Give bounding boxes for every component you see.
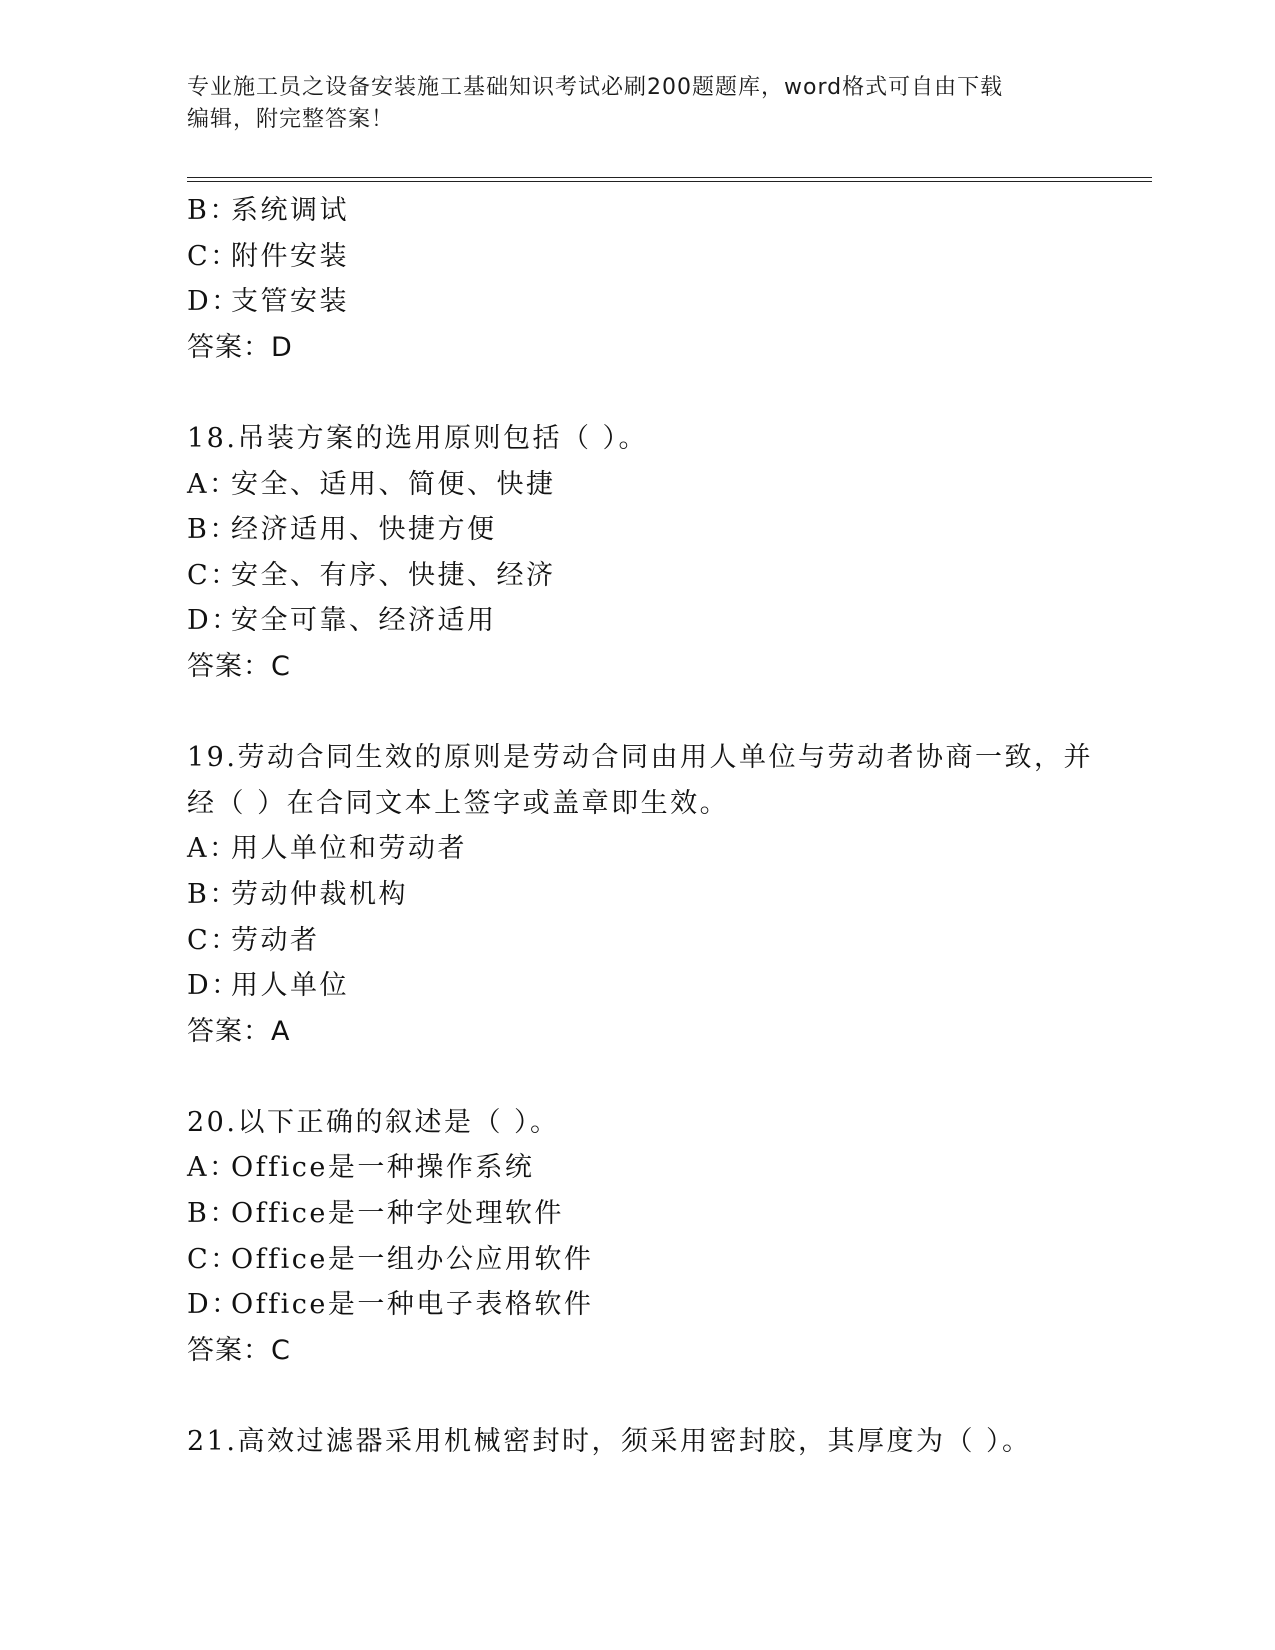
question-20: [187, 1100, 1087, 1374]
answer: 答案：A: [187, 1015, 291, 1047]
answer: 答案：C: [187, 650, 291, 682]
option-c: C：劳动者: [187, 924, 320, 956]
spacer: [187, 690, 1087, 736]
question-17-continuation: [187, 188, 1087, 370]
option-c: C：附件安装: [187, 240, 349, 272]
question-text: 18.吊装方案的选用原则包括（ ）。: [187, 422, 649, 454]
header-line-1: 专业施工员之设备安装施工基础知识考试必刷200题题库，word格式可自由下载: [187, 75, 1004, 100]
question-text-line-2: 经（ ）在合同文本上签字或盖章即生效。: [187, 787, 730, 819]
option-b: B：经济适用、快捷方便: [187, 514, 497, 546]
question-21: [187, 1419, 1087, 1465]
option-d: D：Office是一种电子表格软件: [187, 1289, 594, 1321]
question-18: [187, 416, 1087, 690]
option-c: C：Office是一组办公应用软件: [187, 1243, 594, 1275]
option-a: A：用人单位和劳动者: [187, 833, 467, 865]
option-a: A：Office是一种操作系统: [187, 1152, 535, 1184]
option-d: D：用人单位: [187, 970, 349, 1002]
question-19: [187, 735, 1093, 1054]
option-c: C：安全、有序、快捷、经济: [187, 559, 556, 591]
page-header: [187, 72, 1067, 136]
answer: 答案：C: [187, 1334, 291, 1366]
spacer: [187, 1373, 1087, 1419]
question-text: 20.以下正确的叙述是（ ）。: [187, 1106, 560, 1138]
option-b: B：Office是一种字处理软件: [187, 1198, 564, 1230]
option-a: A：安全、适用、简便、快捷: [187, 468, 556, 500]
question-text: 21.高效过滤器采用机械密封时，须采用密封胶，其厚度为（ ）。: [187, 1426, 1032, 1458]
document-body: [187, 188, 1093, 1465]
option-b: B：系统调试: [187, 195, 349, 226]
header-divider: [187, 177, 1152, 182]
spacer: [187, 370, 1087, 416]
option-d: D：安全可靠、经济适用: [187, 605, 497, 637]
header-line-2: 编辑，附完整答案！: [187, 107, 395, 132]
option-b: B：劳动仲裁机构: [187, 878, 408, 910]
option-d: D：支管安装: [187, 286, 349, 318]
question-text-line-1: 19.劳动合同生效的原则是劳动合同由用人单位与劳动者协商一致，并: [187, 742, 1093, 774]
answer: 答案：D: [187, 331, 293, 363]
spacer: [187, 1054, 1087, 1100]
